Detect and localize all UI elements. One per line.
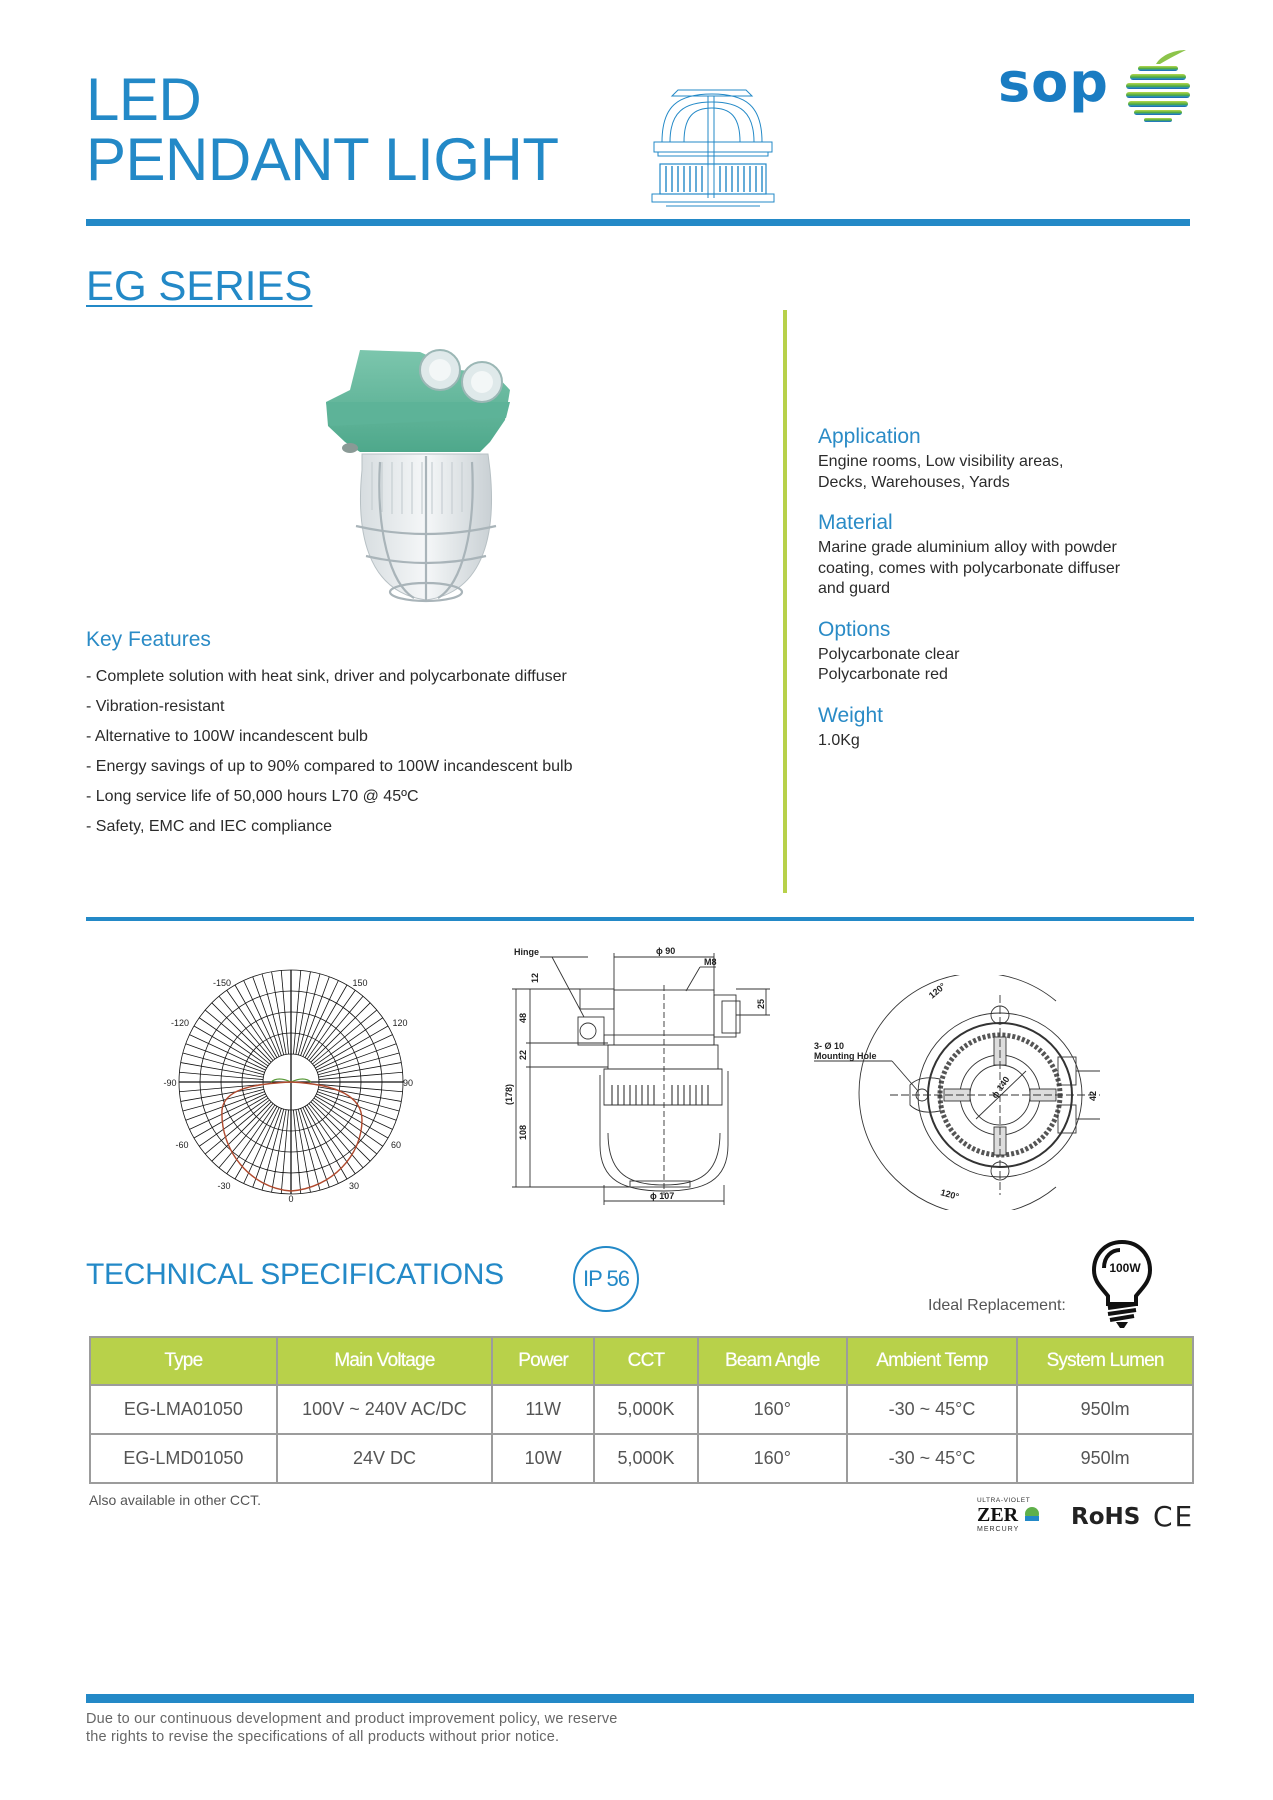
table-cell: 160° bbox=[698, 1385, 847, 1434]
hinge-label: Hinge bbox=[514, 947, 540, 957]
polar-label: 60 bbox=[390, 1140, 402, 1150]
rohs-logo: RoHS bbox=[1071, 1504, 1141, 1530]
column-header: CCT bbox=[594, 1337, 698, 1385]
dimension-label: ϕ 140 bbox=[989, 1074, 1012, 1101]
column-header: Power bbox=[492, 1337, 594, 1385]
table-note: Also available in other CCT. bbox=[89, 1492, 261, 1508]
certification-logos bbox=[975, 1494, 1195, 1536]
table-cell: 950lm bbox=[1017, 1434, 1193, 1483]
page-title bbox=[86, 66, 559, 193]
feature-item: - Safety, EMC and IEC compliance bbox=[86, 818, 333, 835]
svg-text:ZER: ZER bbox=[977, 1504, 1019, 1526]
zero-mercury-logo bbox=[977, 1497, 1039, 1533]
product-photo bbox=[310, 330, 530, 610]
ip-rating-badge: IP 56 bbox=[573, 1246, 639, 1312]
brand-name: sop bbox=[998, 51, 1109, 114]
key-features-heading: Key Features bbox=[86, 628, 211, 651]
application-heading: Application bbox=[818, 425, 921, 448]
polar-label: 120 bbox=[392, 1018, 408, 1028]
feature-item: - Alternative to 100W incandescent bulb bbox=[86, 728, 368, 745]
options-heading: Options bbox=[818, 617, 891, 641]
dimension-label: 108 bbox=[518, 1124, 528, 1140]
tech-specs-heading: TECHNICAL SPECIFICATIONS bbox=[86, 1258, 504, 1291]
polar-label: -60 bbox=[175, 1140, 189, 1150]
feature-item: - Energy savings of up to 90% compared to 100W incandescent bulb bbox=[86, 758, 573, 775]
header-divider bbox=[86, 219, 1190, 226]
feature-item: - Long service life of 50,000 hours L70 @ 45ºC bbox=[86, 788, 419, 805]
side-dimension-drawing bbox=[500, 945, 780, 1215]
weight-heading: Weight bbox=[818, 703, 883, 727]
globe-leaf-icon bbox=[1122, 48, 1192, 126]
dimension-label: ϕ 90 bbox=[656, 946, 676, 956]
material-line: Marine grade aluminium alloy with powder bbox=[818, 539, 1117, 556]
svg-text:MERCURY: MERCURY bbox=[977, 1526, 1020, 1533]
footer-disclaimer bbox=[86, 1710, 618, 1746]
table-header-row bbox=[90, 1337, 1193, 1385]
pendant-light-outline-icon bbox=[648, 86, 778, 210]
top-dimension-drawing bbox=[800, 975, 1100, 1210]
polar-label: -30 bbox=[217, 1181, 231, 1191]
mounting-holes-label: 3- Ø 10 bbox=[814, 1041, 845, 1051]
footer-divider bbox=[86, 1694, 1194, 1703]
ideal-replacement-label: Ideal Replacement: bbox=[928, 1297, 1066, 1314]
table-cell: EG-LMA01050 bbox=[90, 1385, 277, 1434]
dimension-label: M8 bbox=[704, 957, 717, 967]
disclaimer-line: Due to our continuous development and product improvement policy, we reserve bbox=[86, 1711, 618, 1727]
application-line: Engine rooms, Low visibility areas, bbox=[818, 453, 1064, 470]
table-cell: -30 ~ 45°C bbox=[847, 1434, 1018, 1483]
column-divider bbox=[783, 310, 787, 893]
dimension-label: 22 bbox=[518, 1049, 528, 1060]
disclaimer-line: the rights to revise the specifications of all products without prior notice. bbox=[86, 1729, 560, 1745]
polar-label: 0 bbox=[288, 1194, 294, 1204]
table-cell: 24V DC bbox=[277, 1434, 493, 1483]
table-row bbox=[90, 1434, 1193, 1483]
table-cell: 11W bbox=[492, 1385, 594, 1434]
specifications-table bbox=[89, 1336, 1194, 1484]
polar-label: -90 bbox=[163, 1078, 177, 1088]
polar-label: 90 bbox=[402, 1078, 414, 1088]
mounting-hole-label: Mounting Hole bbox=[814, 1051, 877, 1061]
table-cell: EG-LMD01050 bbox=[90, 1434, 277, 1483]
application-line: Decks, Warehouses, Yards bbox=[818, 473, 1010, 491]
brand-logo bbox=[998, 48, 1193, 126]
table-cell: 950lm bbox=[1017, 1385, 1193, 1434]
polar-label: -120 bbox=[170, 1018, 190, 1028]
column-header: Type bbox=[90, 1337, 277, 1385]
weight-block bbox=[818, 704, 1188, 752]
series-title: EG SERIES bbox=[86, 262, 313, 309]
angle-label: 120° bbox=[939, 1187, 961, 1202]
dimension-label: 12 bbox=[530, 972, 540, 983]
option-item: Polycarbonate clear bbox=[818, 645, 960, 663]
dimension-label: ϕ 107 bbox=[650, 1191, 675, 1201]
material-heading: Material bbox=[818, 511, 893, 534]
table-cell: 10W bbox=[492, 1434, 594, 1483]
title-line-2: PENDANT LIGHT bbox=[86, 126, 559, 193]
polar-label: 30 bbox=[348, 1181, 360, 1191]
material-block bbox=[818, 511, 1188, 600]
option-item: Polycarbonate red bbox=[818, 666, 948, 683]
ce-mark: CE bbox=[1153, 1500, 1195, 1533]
table-cell: -30 ~ 45°C bbox=[847, 1385, 1018, 1434]
polar-label: 150 bbox=[352, 978, 368, 988]
table-cell: 160° bbox=[698, 1434, 847, 1483]
feature-item: - Vibration-resistant bbox=[86, 698, 225, 715]
column-header: Main Voltage bbox=[277, 1337, 493, 1385]
table-cell: 5,000K bbox=[594, 1385, 698, 1434]
options-block bbox=[818, 618, 1188, 686]
material-line: and guard bbox=[818, 580, 891, 597]
feature-item: - Complete solution with heat sink, driver and polycarbonate diffuser bbox=[86, 668, 567, 685]
table-cell: 5,000K bbox=[594, 1434, 698, 1483]
material-line: coating, comes with polycarbonate diffuser bbox=[818, 559, 1121, 577]
svg-text:ULTRA-VIOLET: ULTRA-VIOLET bbox=[977, 1497, 1031, 1504]
dimension-label: 48 bbox=[518, 1012, 528, 1023]
table-row bbox=[90, 1385, 1193, 1434]
dimension-label: 42 bbox=[1088, 1090, 1098, 1101]
application-block bbox=[818, 425, 1188, 493]
bulb-100w-icon bbox=[1090, 1238, 1154, 1328]
key-features-list bbox=[86, 662, 706, 842]
column-header: Beam Angle bbox=[698, 1337, 847, 1385]
photometric-polar-diagram bbox=[150, 960, 420, 1210]
table-cell: 100V ~ 240V AC/DC bbox=[277, 1385, 493, 1434]
polar-label: -150 bbox=[212, 978, 232, 988]
column-header: Ambient Temp bbox=[847, 1337, 1018, 1385]
section-divider bbox=[86, 917, 1194, 921]
weight-value: 1.0Kg bbox=[818, 731, 860, 749]
product-properties bbox=[818, 425, 1188, 769]
dimension-label: 25 bbox=[756, 998, 766, 1009]
angle-label: 120° bbox=[926, 980, 948, 1001]
svg-text:100W: 100W bbox=[1109, 1261, 1141, 1275]
column-header: System Lumen bbox=[1017, 1337, 1193, 1385]
dimension-label: (178) bbox=[504, 1083, 514, 1105]
key-features-section bbox=[86, 628, 706, 842]
title-line-1: LED bbox=[86, 66, 202, 133]
